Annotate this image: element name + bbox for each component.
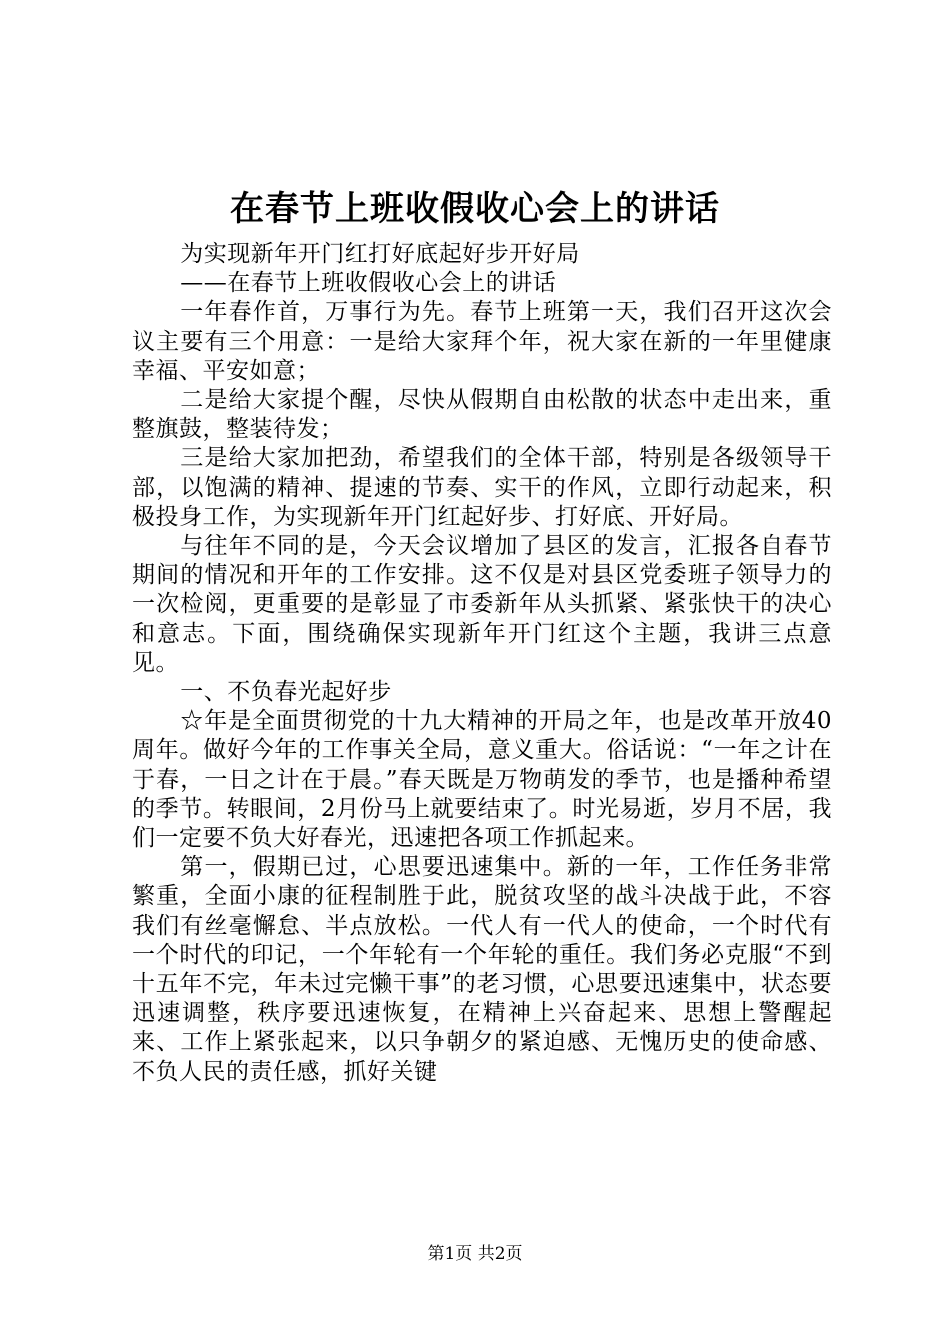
subtitle-line: ——在春节上班收假收心会上的讲话 — [180, 270, 557, 297]
document-body — [132, 240, 832, 1087]
body-paragraph: ☆年是全面贯彻党的十九大精神的开局之年，也是改革开放40周年。做好今年的工作事关全局，意义重大。俗话说：“一年之计在于春，一日之计在于晨。”春天既是万物萌发的季节，也是播种希望的季节。转眼间，2月份马上就要结束了。时光易逝，岁月不居，我们一定要不负大好春光，迅速把各项工作抓起来。 — [132, 708, 832, 852]
body-paragraph: 二是给大家提个醒，尽快从假期自由松散的状态中走出来，重整旗鼓，整装待发； — [132, 387, 832, 443]
body-paragraph: 一年春作首，万事行为先。春节上班第一天，我们召开这次会议主要有三个用意：一是给大家拜个年，祝大家在新的一年里健康幸福、平安如意； — [132, 299, 832, 384]
body-paragraph: 三是给大家加把劲，希望我们的全体干部，特别是各级领导干部，以饱满的精神、提速的节奏、实干的作风，立即行动起来，积极投身工作，为实现新年开门红起好步、打好底、开好局。 — [132, 445, 832, 530]
section-heading: 一、不负春光起好步 — [180, 679, 392, 706]
document-title: 在春节上班收假收心会上的讲话 — [230, 189, 720, 229]
body-paragraph: 第一，假期已过，心思要迅速集中。新的一年，工作任务非常繁重，全面小康的征程制胜于此，脱贫攻坚的战斗决战于此，不容我们有丝毫懈怠、半点放松。一代人有一代人的使命，一个时代有一个时代的印记，一个年轮有一个年轮的重任。我们务必克服“不到十五年不完，年未过完懒干事”的老习惯，心思要迅速集中，状态要迅速调整，秩序要迅速恢复，在精神上兴奋起来、思想上警醒起来、工作上紧张起来，以只争朝夕的紧迫感、无愧历史的使命感、不负人民的责任感，抓好关键 — [132, 854, 832, 1085]
subtitle-line: 为实现新年开门红打好底起好步开好局 — [180, 241, 580, 267]
page-footer: 第1页 共2页 — [427, 1244, 523, 1264]
body-paragraph: 与往年不同的是，今天会议增加了县区的发言，汇报各自春节期间的情况和开年的工作安排。这不仅是对县区党委班子领导力的一次检阅，更重要的是彰显了市委新年从头抓紧、紧张快干的决心和意志。下面，围绕确保实现新年开门红这个主题，我讲三点意见。 — [132, 533, 832, 676]
